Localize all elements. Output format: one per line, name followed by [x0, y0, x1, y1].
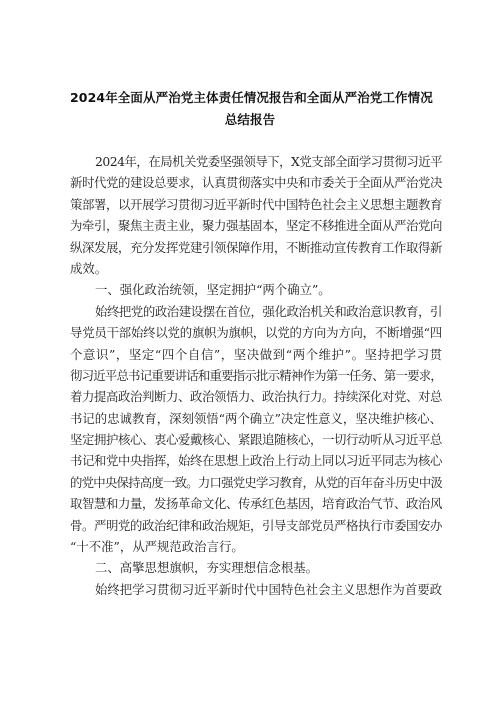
document-title-line1: 2024年全面从严治党主体责任情况报告和全面从严治党工作情况 — [70, 90, 433, 105]
body-line: 个意识”，坚定“四个自信”，坚决做到“两个维护”。坚持把学习贯 — [70, 346, 442, 362]
document-title-line2: 总结报告 — [224, 112, 276, 127]
body-line: 始终把党的政治建设摆在首位，强化政治机关和政治意识教育，引 — [95, 303, 442, 319]
body-line: 策部署，以开展学习贯彻习近平新时代中国特色社会主义思想主题教育 — [70, 196, 443, 212]
document-body — [70, 151, 442, 600]
body-line: 着力提高政治判断力、政治领悟力、政治执行力。持续深化对党、对总 — [70, 389, 443, 405]
body-line: 书记和党中央指挥，始终在思想上政治上行动上同以习近平同志为核心 — [70, 453, 443, 469]
body-line: 成效。 — [70, 260, 108, 276]
body-line: 骨。严明党的政治纪律和政治规矩，引导支部党员严格执行市委国安办 — [70, 517, 443, 533]
body-line: 纵深发展，充分发挥党建引领保障作用，不断推动宣传教育工作取得新 — [70, 239, 443, 255]
body-line: “十不准”，从严规范政治言行。 — [70, 539, 244, 555]
body-line: 的党中央保持高度一致。力口强党史学习教育，从党的百年奋斗历史中汲 — [70, 474, 442, 490]
body-line: 为牵引，聚焦主责主业，聚力强基固本，坚定不移推进全面从严治党向 — [70, 218, 443, 234]
body-line: 2024年，在局机关党委坚强领导下，X党支部全面学习贯彻习近平 — [95, 154, 443, 169]
body-line: 新时代党的建设总要求，认真贯彻落实中央和市委关于全面从严治党决 — [70, 175, 443, 191]
body-line: 二、高擎思想旗帜，夯实理想信念根基。 — [95, 560, 319, 576]
body-line: 导党员干部始终以党的旗帜为旗帜，以党的方向为方向，不断增强“四 — [70, 325, 442, 341]
body-line: 始终把学习贯彻习近平新时代中国特色社会主义思想作为首要政 — [95, 581, 442, 597]
body-line: 坚定拥护核心、衷心爱戴核心、紧跟追随核心，一切行动听从习近平总 — [70, 432, 443, 448]
body-line: 一、强化政治统领，坚定拥护“两个确立”。 — [95, 282, 331, 298]
body-line: 书记的忠诚教育，深刻领悟“两个确立”决定性意义，坚决维护核心、 — [70, 410, 442, 426]
body-line: 彻习近平总书记重要讲话和重要指示批示精神作为第一任务、第一要求， — [70, 367, 442, 383]
body-line: 取智慧和力量，发扬革命文化、传承红色基因，培育政治气节、政治风 — [70, 496, 443, 512]
